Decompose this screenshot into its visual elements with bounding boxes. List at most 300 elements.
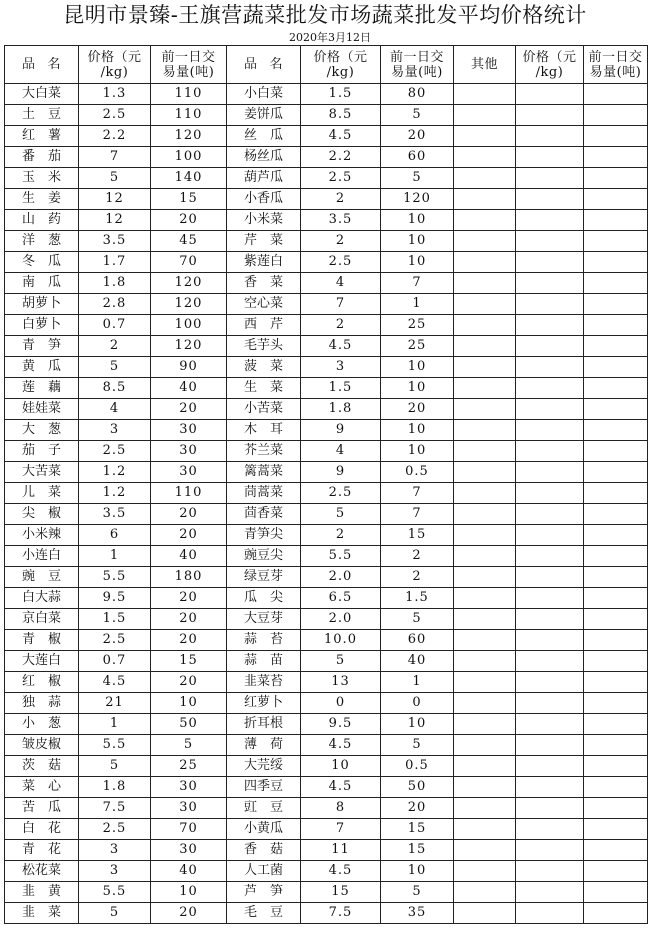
price-cell-middle: 4.5: [301, 861, 381, 882]
price-cell-other: [516, 420, 584, 441]
table-row: [5, 861, 648, 882]
vegetable-name: 小 葱: [22, 716, 61, 731]
name-cell-left: [5, 630, 79, 651]
name-cell-middle: [227, 210, 301, 231]
volume-cell-left: 120: [151, 273, 227, 294]
vegetable-name: 瓜 尖: [244, 590, 283, 605]
price-cell-middle: 13: [301, 672, 381, 693]
vegetable-name: 白萝卜: [22, 317, 62, 332]
volume-cell-other: [584, 903, 648, 924]
volume-cell-left: 25: [151, 756, 227, 777]
volume-cell-middle: 5: [381, 735, 454, 756]
name-cell-left: [5, 609, 79, 630]
table-row: [5, 126, 648, 147]
header-name-label: 品 名: [244, 57, 283, 72]
price-cell-other: [516, 693, 584, 714]
name-cell-middle: [227, 735, 301, 756]
price-cell-middle: 2.5: [301, 252, 381, 273]
name-cell-left: [5, 168, 79, 189]
price-cell-middle: 0: [301, 693, 381, 714]
volume-cell-other: [584, 567, 648, 588]
volume-cell-other: [584, 252, 648, 273]
name-cell-middle: [227, 462, 301, 483]
table-row: [5, 672, 648, 693]
vegetable-name: 香 菜: [244, 275, 283, 290]
volume-cell-other: [584, 714, 648, 735]
name-cell-middle: [227, 294, 301, 315]
header-volume-line2: 易量(吨): [391, 64, 443, 80]
price-cell-middle: 4: [301, 441, 381, 462]
name-cell-middle: [227, 378, 301, 399]
price-cell-other: [516, 105, 584, 126]
vegetable-name: 红萝卜: [244, 695, 284, 710]
name-cell-other: [454, 861, 516, 882]
vegetable-name: 生 姜: [22, 191, 61, 206]
price-cell-left: 0.7: [79, 651, 151, 672]
volume-cell-left: 15: [151, 189, 227, 210]
vegetable-name: 薄 荷: [244, 737, 283, 752]
price-cell-other: [516, 462, 584, 483]
table-row: [5, 420, 648, 441]
volume-cell-middle: 7: [381, 273, 454, 294]
volume-cell-other: [584, 840, 648, 861]
name-cell-middle: [227, 840, 301, 861]
volume-cell-other: [584, 525, 648, 546]
volume-cell-other: [584, 819, 648, 840]
table-row: [5, 378, 648, 399]
volume-cell-other: [584, 546, 648, 567]
volume-cell-other: [584, 210, 648, 231]
price-cell-other: [516, 147, 584, 168]
vegetable-name: 葫芦瓜: [244, 170, 284, 185]
vegetable-name: 豌 豆: [22, 569, 61, 584]
volume-cell-middle: 0.5: [381, 462, 454, 483]
name-cell-left: [5, 882, 79, 903]
volume-cell-middle: 5: [381, 609, 454, 630]
price-cell-left: 0.7: [79, 315, 151, 336]
price-cell-left: 2.2: [79, 126, 151, 147]
price-cell-middle: 9: [301, 462, 381, 483]
name-cell-left: [5, 903, 79, 924]
vegetable-name: 青 花: [22, 842, 61, 857]
volume-cell-left: 30: [151, 420, 227, 441]
volume-cell-middle: 1: [381, 294, 454, 315]
price-cell-left: 3.5: [79, 231, 151, 252]
name-cell-other: [454, 630, 516, 651]
volume-cell-other: [584, 273, 648, 294]
name-cell-middle: [227, 147, 301, 168]
volume-cell-other: [584, 84, 648, 105]
name-cell-left: [5, 840, 79, 861]
volume-cell-left: 30: [151, 840, 227, 861]
price-cell-middle: 7: [301, 819, 381, 840]
volume-cell-other: [584, 609, 648, 630]
name-cell-middle: [227, 756, 301, 777]
volume-cell-middle: 60: [381, 630, 454, 651]
name-cell-left: [5, 567, 79, 588]
price-cell-left: 5: [79, 756, 151, 777]
volume-cell-middle: 7: [381, 504, 454, 525]
name-cell-middle: [227, 441, 301, 462]
price-cell-left: 2: [79, 336, 151, 357]
vegetable-name: 皱皮椒: [22, 737, 62, 752]
name-cell-other: [454, 735, 516, 756]
name-cell-other: [454, 903, 516, 924]
vegetable-name: 紫莲白: [244, 254, 284, 269]
name-cell-left: [5, 84, 79, 105]
name-cell-middle: [227, 588, 301, 609]
vegetable-name: 茴香菜: [244, 506, 284, 521]
price-cell-other: [516, 546, 584, 567]
price-cell-left: 9.5: [79, 588, 151, 609]
volume-cell-left: 120: [151, 126, 227, 147]
name-cell-other: [454, 819, 516, 840]
header-volume-line2: 易量(吨): [589, 64, 642, 80]
price-cell-left: 2.8: [79, 294, 151, 315]
price-cell-middle: 9.5: [301, 714, 381, 735]
name-cell-middle: [227, 105, 301, 126]
name-cell-middle: [227, 357, 301, 378]
price-cell-other: [516, 273, 584, 294]
price-cell-other: [516, 651, 584, 672]
vegetable-name: 小连白: [22, 548, 62, 563]
header-other: [454, 46, 516, 84]
name-cell-left: [5, 210, 79, 231]
volume-cell-other: [584, 651, 648, 672]
volume-cell-middle: 10: [381, 714, 454, 735]
name-cell-left: [5, 798, 79, 819]
volume-cell-left: 10: [151, 882, 227, 903]
price-cell-left: 1.8: [79, 777, 151, 798]
volume-cell-other: [584, 126, 648, 147]
volume-cell-left: 140: [151, 168, 227, 189]
price-cell-left: 2.5: [79, 441, 151, 462]
vegetable-name: 青 笋: [22, 338, 61, 353]
name-cell-other: [454, 378, 516, 399]
vegetable-name: 大白菜: [22, 86, 62, 101]
vegetable-name: 大莲白: [22, 653, 62, 668]
vegetable-name: 毛芋头: [244, 338, 284, 353]
table-row: [5, 819, 648, 840]
volume-cell-other: [584, 462, 648, 483]
volume-cell-middle: 15: [381, 525, 454, 546]
volume-cell-left: 40: [151, 546, 227, 567]
vegetable-name: 小香瓜: [244, 191, 284, 206]
header-volume-other: [584, 46, 648, 84]
header-price-line2: /kg): [100, 64, 129, 80]
price-cell-middle: 4.5: [301, 126, 381, 147]
volume-cell-other: [584, 735, 648, 756]
name-cell-left: [5, 462, 79, 483]
name-cell-middle: [227, 609, 301, 630]
header-price-line1: 价格（元: [313, 49, 368, 65]
table-row: [5, 567, 648, 588]
header-name-label: 品 名: [22, 57, 61, 72]
name-cell-left: [5, 105, 79, 126]
volume-cell-middle: 25: [381, 336, 454, 357]
vegetable-name: 独 蒜: [22, 695, 61, 710]
header-volume-line1: 前一日交: [389, 49, 444, 65]
header-volume-line2: 易量(吨): [162, 64, 215, 80]
name-cell-middle: [227, 483, 301, 504]
price-cell-other: [516, 483, 584, 504]
price-cell-middle: 2.5: [301, 168, 381, 189]
volume-cell-middle: 5: [381, 882, 454, 903]
price-cell-left: 7.5: [79, 798, 151, 819]
vegetable-name: 芥兰菜: [244, 443, 284, 458]
price-cell-left: 1.7: [79, 252, 151, 273]
table-row: [5, 546, 648, 567]
name-cell-middle: [227, 819, 301, 840]
price-cell-other: [516, 378, 584, 399]
vegetable-name: 松花菜: [22, 863, 62, 878]
name-cell-middle: [227, 903, 301, 924]
price-cell-other: [516, 84, 584, 105]
name-cell-other: [454, 651, 516, 672]
price-cell-other: [516, 168, 584, 189]
name-cell-other: [454, 168, 516, 189]
header-price-other: [516, 46, 584, 84]
volume-cell-left: 20: [151, 588, 227, 609]
report-date: 2020年3月12日: [289, 31, 371, 44]
header-volume-middle: [381, 46, 454, 84]
price-cell-other: [516, 882, 584, 903]
price-cell-left: 1.2: [79, 483, 151, 504]
name-cell-other: [454, 252, 516, 273]
vegetable-name: 菠 菜: [244, 359, 283, 374]
table-row: [5, 651, 648, 672]
price-cell-other: [516, 210, 584, 231]
price-cell-middle: 10: [301, 756, 381, 777]
volume-cell-middle: 10: [381, 357, 454, 378]
name-cell-middle: [227, 714, 301, 735]
volume-cell-other: [584, 336, 648, 357]
price-cell-middle: 8: [301, 798, 381, 819]
volume-cell-middle: 1.5: [381, 588, 454, 609]
vegetable-name: 冬 瓜: [22, 254, 61, 269]
name-cell-middle: [227, 882, 301, 903]
vegetable-name: 娃娃菜: [22, 401, 62, 416]
vegetable-name: 韭 菜: [22, 905, 61, 920]
volume-cell-left: 45: [151, 231, 227, 252]
table-row: [5, 756, 648, 777]
name-cell-other: [454, 798, 516, 819]
vegetable-name: 大 葱: [22, 422, 61, 437]
table-row: [5, 735, 648, 756]
name-cell-other: [454, 126, 516, 147]
table-row: [5, 714, 648, 735]
volume-cell-left: 110: [151, 483, 227, 504]
price-cell-other: [516, 609, 584, 630]
name-cell-middle: [227, 861, 301, 882]
volume-cell-other: [584, 399, 648, 420]
vegetable-name: 折耳根: [244, 716, 284, 731]
name-cell-other: [454, 588, 516, 609]
name-cell-left: [5, 861, 79, 882]
header-name-middle: [227, 46, 301, 84]
name-cell-other: [454, 273, 516, 294]
vegetable-name: 蒜 苔: [244, 632, 283, 647]
vegetable-name: 青笋尖: [244, 527, 284, 542]
price-cell-other: [516, 504, 584, 525]
header-price-left: [79, 46, 151, 84]
price-cell-left: 7: [79, 147, 151, 168]
price-cell-left: 1.3: [79, 84, 151, 105]
price-cell-middle: 6.5: [301, 588, 381, 609]
table-row: [5, 105, 648, 126]
name-cell-other: [454, 882, 516, 903]
table-row: [5, 798, 648, 819]
volume-cell-middle: 25: [381, 315, 454, 336]
price-cell-middle: 10.0: [301, 630, 381, 651]
volume-cell-left: 40: [151, 378, 227, 399]
name-cell-middle: [227, 189, 301, 210]
price-cell-middle: 2: [301, 231, 381, 252]
volume-cell-middle: 10: [381, 252, 454, 273]
price-cell-middle: 2.0: [301, 567, 381, 588]
price-cell-middle: 3: [301, 357, 381, 378]
vegetable-name: 蒜 苗: [244, 653, 283, 668]
table-row: [5, 441, 648, 462]
page-title: 昆明市景臻-王旗营蔬菜批发市场蔬菜批发平均价格统计: [63, 3, 587, 27]
price-cell-left: 12: [79, 189, 151, 210]
vegetable-name: 南 瓜: [22, 275, 61, 290]
volume-cell-left: 120: [151, 336, 227, 357]
vegetable-name: 小白菜: [244, 86, 284, 101]
name-cell-other: [454, 756, 516, 777]
price-cell-left: 2.5: [79, 105, 151, 126]
name-cell-left: [5, 189, 79, 210]
price-cell-left: 12: [79, 210, 151, 231]
volume-cell-middle: 10: [381, 861, 454, 882]
vegetable-name: 儿 菜: [22, 485, 61, 500]
vegetable-name: 莲 藕: [22, 380, 61, 395]
header-volume-left: [151, 46, 227, 84]
name-cell-other: [454, 672, 516, 693]
vegetable-name: 香 菇: [244, 842, 283, 857]
name-cell-left: [5, 126, 79, 147]
name-cell-other: [454, 420, 516, 441]
volume-cell-left: 10: [151, 693, 227, 714]
table-row: [5, 189, 648, 210]
vegetable-name: 洋 葱: [22, 233, 61, 248]
name-cell-left: [5, 651, 79, 672]
table-row: [5, 315, 648, 336]
vegetable-name: 小米辣: [22, 527, 62, 542]
price-cell-other: [516, 315, 584, 336]
table-row: [5, 588, 648, 609]
name-cell-middle: [227, 672, 301, 693]
price-cell-other: [516, 588, 584, 609]
volume-cell-middle: 5: [381, 168, 454, 189]
price-cell-middle: 2: [301, 315, 381, 336]
price-cell-left: 5: [79, 903, 151, 924]
header-price-line2: /kg): [535, 64, 564, 80]
name-cell-middle: [227, 126, 301, 147]
vegetable-name: 四季豆: [244, 779, 284, 794]
price-cell-other: [516, 672, 584, 693]
header-volume-line1: 前一日交: [161, 49, 216, 65]
vegetable-name: 韭 黄: [22, 884, 61, 899]
price-cell-other: [516, 630, 584, 651]
name-cell-middle: [227, 777, 301, 798]
vegetable-name: 韭菜苔: [244, 674, 284, 689]
table-header-row: [5, 46, 648, 84]
table-body: [5, 84, 648, 924]
header-name-left: [5, 46, 79, 84]
volume-cell-left: 70: [151, 819, 227, 840]
price-cell-middle: 2.5: [301, 483, 381, 504]
volume-cell-other: [584, 231, 648, 252]
table-row: [5, 210, 648, 231]
volume-cell-middle: 10: [381, 420, 454, 441]
price-cell-left: 1: [79, 546, 151, 567]
price-cell-other: [516, 231, 584, 252]
price-cell-middle: 7.5: [301, 903, 381, 924]
price-cell-other: [516, 756, 584, 777]
vegetable-name: 红 薯: [22, 128, 61, 143]
volume-cell-left: 30: [151, 777, 227, 798]
price-cell-left: 5.5: [79, 882, 151, 903]
price-cell-middle: 7: [301, 294, 381, 315]
price-cell-middle: 1.5: [301, 84, 381, 105]
price-table: [4, 45, 648, 924]
price-cell-left: 5: [79, 357, 151, 378]
table-row: [5, 231, 648, 252]
price-cell-middle: 2.0: [301, 609, 381, 630]
volume-cell-middle: 15: [381, 819, 454, 840]
table-row: [5, 525, 648, 546]
name-cell-other: [454, 294, 516, 315]
table-row: [5, 504, 648, 525]
volume-cell-left: 15: [151, 651, 227, 672]
volume-cell-other: [584, 147, 648, 168]
price-cell-other: [516, 525, 584, 546]
price-cell-left: 1.5: [79, 609, 151, 630]
volume-cell-other: [584, 315, 648, 336]
volume-cell-middle: 10: [381, 231, 454, 252]
price-cell-middle: 4: [301, 273, 381, 294]
volume-cell-middle: 0.5: [381, 756, 454, 777]
name-cell-left: [5, 525, 79, 546]
volume-cell-middle: 5: [381, 105, 454, 126]
price-cell-left: 5: [79, 168, 151, 189]
price-cell-middle: 1.5: [301, 378, 381, 399]
table-row: [5, 693, 648, 714]
volume-cell-middle: 15: [381, 840, 454, 861]
price-cell-other: [516, 903, 584, 924]
name-cell-middle: [227, 651, 301, 672]
name-cell-other: [454, 210, 516, 231]
vegetable-name: 白大蒜: [22, 590, 62, 605]
name-cell-left: [5, 546, 79, 567]
volume-cell-middle: 0: [381, 693, 454, 714]
volume-cell-other: [584, 483, 648, 504]
name-cell-other: [454, 441, 516, 462]
table-row: [5, 609, 648, 630]
name-cell-other: [454, 504, 516, 525]
vegetable-name: 尖 椒: [22, 506, 61, 521]
vegetable-name: 篱蒿菜: [244, 464, 284, 479]
volume-cell-other: [584, 756, 648, 777]
vegetable-name: 小苦菜: [244, 401, 284, 416]
name-cell-middle: [227, 798, 301, 819]
name-cell-left: [5, 147, 79, 168]
name-cell-other: [454, 147, 516, 168]
name-cell-other: [454, 714, 516, 735]
volume-cell-other: [584, 861, 648, 882]
volume-cell-other: [584, 693, 648, 714]
